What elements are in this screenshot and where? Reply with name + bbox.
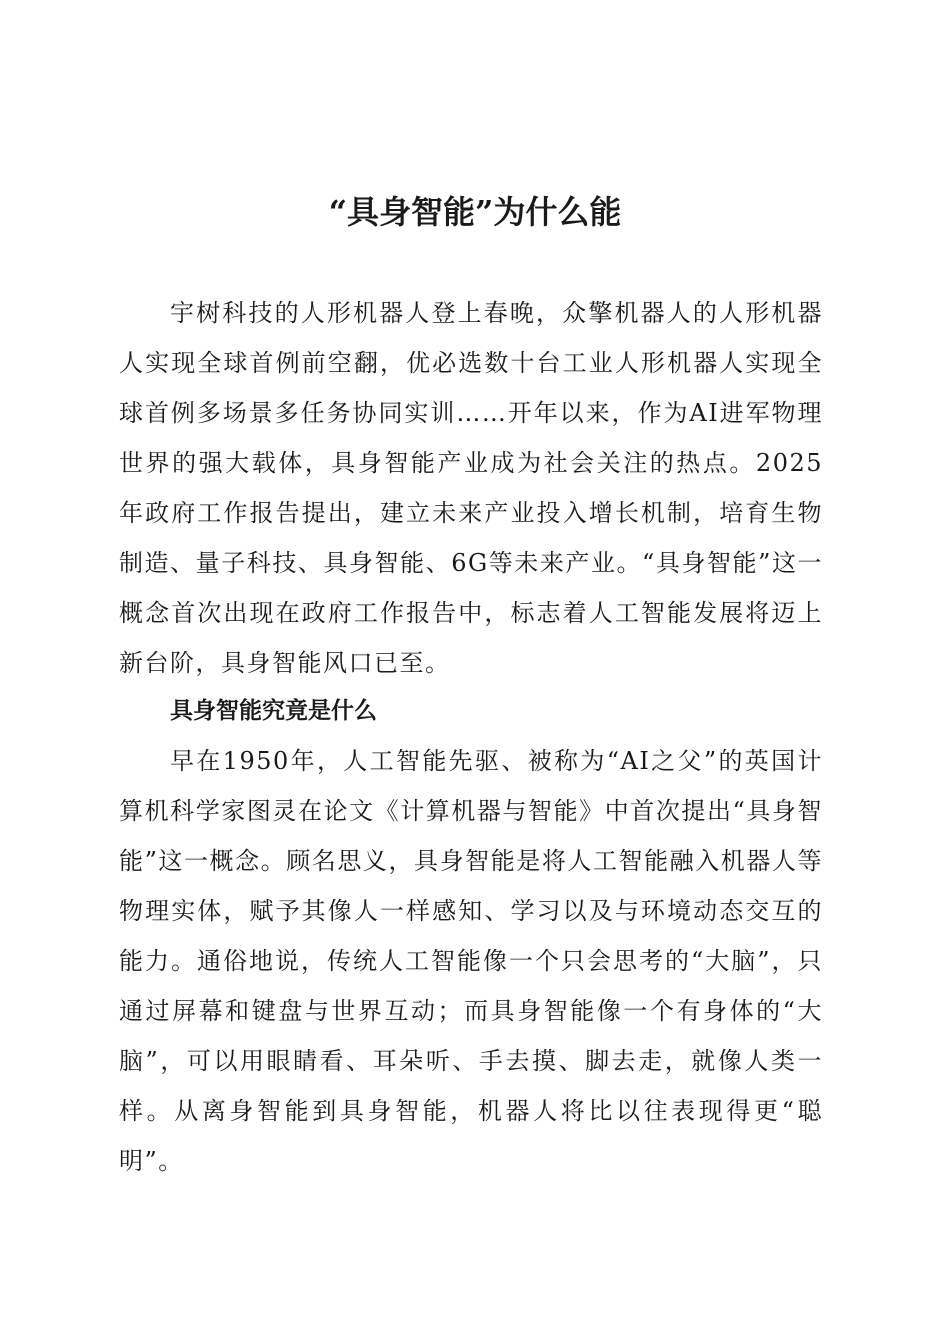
section-heading: 具身智能究竟是什么	[170, 698, 377, 724]
intro-paragraph: 宇树科技的人形机器人登上春晚，众擎机器人的人形机器人实现全球首例前空翻，优必选数十台工业人形机器人实现全球首例多场景多任务协同实训……开年以来，作为AI进军物理世界的强大载体，具身智能产业成为社会关注的热点。2025年政府工作报告提出，建立未来产业投入增长机制，培育生物制造、量子科技、具身智能、6G等未来产业。“具身智能”这一概念首次出现在政府工作报告中，标志着人工智能发展将迈上新台阶，具身智能风口已至。	[119, 299, 823, 677]
page-title: “具身智能”为什么能	[328, 193, 622, 231]
section-paragraph: 早在1950年，人工智能先驱、被称为“AI之父”的英国计算机科学家图灵在论文《计算机器与智能》中首次提出“具身智能”这一概念。顾名思义，具身智能是将人工智能融入机器人等物理实体，赋予其像人一样感知、学习以及与环境动态交互的能力。通俗地说，传统人工智能像一个只会思考的“大脑”，只通过屏幕和键盘与世界互动；而具身智能像一个有身体的“大脑”，可以用眼睛看、耳朵听、手去摸、脚去走，就像人类一样。从离身智能到具身智能，机器人将比以往表现得更“聪明”。	[119, 747, 823, 1175]
